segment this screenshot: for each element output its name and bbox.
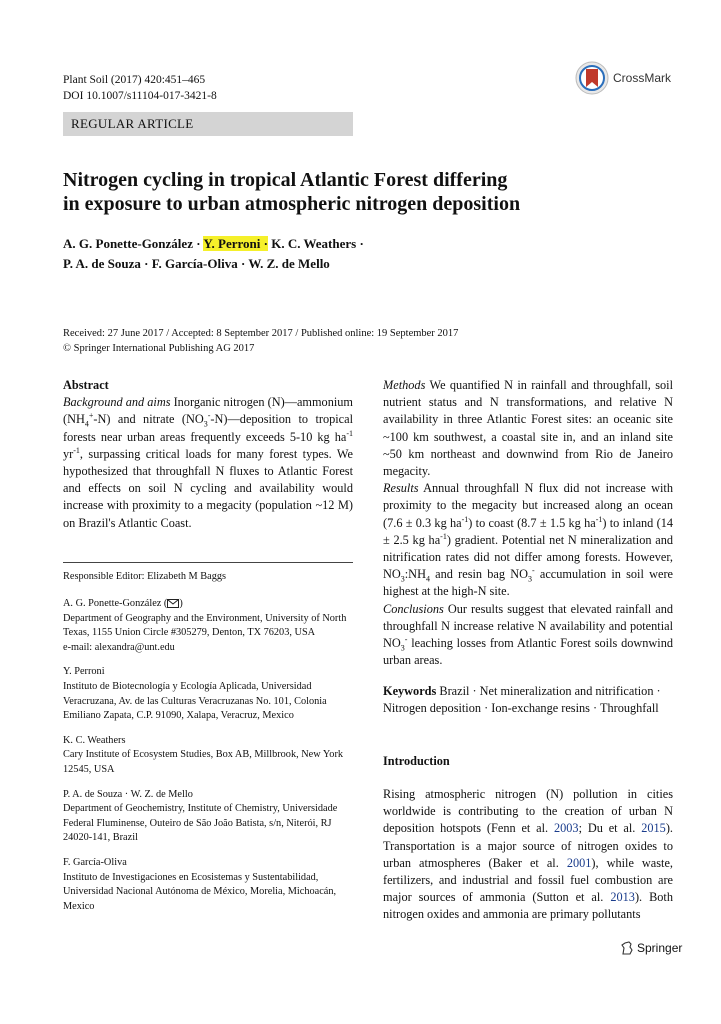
affiliation-author: K. C. Weathers xyxy=(63,734,126,746)
title-line-2: in exposure to urban atmospheric nitrogen deposition xyxy=(63,193,521,215)
affiliation-author: P. A. de Souza · W. Z. de Mello xyxy=(63,788,193,800)
affiliation-text: Instituto de Investigaciones en Ecosistemas y Sustentabilidad, Universidad Nacional Autónoma de México, Morelia, Michoacán, Mexico xyxy=(63,871,337,912)
footnote-divider xyxy=(63,562,353,563)
affiliation-text: Department of Geography and the Environment, University of North Texas, 1155 Union Circle #305279, Denton, TX 76203, USA xyxy=(63,612,347,639)
author-name[interactable]: W. Z. de Mello xyxy=(248,256,330,271)
citation-link[interactable]: 2001 xyxy=(566,855,592,870)
affiliations xyxy=(63,597,353,924)
abstract-left xyxy=(63,377,353,532)
responsible-editor: Responsible Editor: Elizabeth M Baggs xyxy=(63,571,227,582)
author-line-2: P. A. de Souza · F. García-Oliva · W. Z. de Mello xyxy=(63,256,330,271)
author-name[interactable]: F. García-Oliva xyxy=(151,256,238,271)
journal-citation xyxy=(63,72,217,104)
springer-logo xyxy=(620,941,682,955)
abstract-right xyxy=(383,377,673,669)
springer-horse-icon xyxy=(620,941,634,955)
abstract-results: Results Annual throughfall N flux did not increase with proximity to the megacity but increased along an ocean (7.6 ± 0.3 kg $ha^{-1}$) to coast (8.7 ± 1.5 kg $ha^{-1}$) to inland (14 ± 2.5 kg $ha^{-1}$) gradient. Potential net N mineralization and nitrification rates did not differ among forests. However, $NO_3:NH_4$ and resin bag $NO_3^-$ accumulation in soil were highest at the high-N site. xyxy=(383,481,673,599)
keywords-label: Keywords xyxy=(383,684,437,698)
crossmark-icon xyxy=(575,61,609,95)
author-name[interactable]: A. G. Ponette-González xyxy=(63,236,193,251)
affiliation-text: Department of Geochemistry, Institute of Chemistry, Universidade Federal Fluminense, Outeiro de São João Batista, s/n, Niterói, RJ 24020-141, Brazil xyxy=(63,803,338,844)
citation-link[interactable]: 2003 xyxy=(553,821,579,836)
affiliation-2 xyxy=(63,665,353,723)
author-name-highlighted[interactable]: Y. Perroni · xyxy=(203,236,268,251)
introduction-heading: Introduction xyxy=(383,754,450,768)
abstract-background: Background and aims Inorganic nitrogen (N)—ammonium $(NH_4^+-N)$ and nitrate $(NO_3^--N)—deposition$ to tropical forests near urban areas frequently exceeds 5-10 kg $ha^{-1}$ $yr^{-1}$, surpassing critical loads for many forest types. We hypothesized that throughfall N fluxes to Atlantic Forest and effects on soil N cycling and availability would increase with proximity to a megacity (population ~12 M) on Brazil's Atlantic Coast. xyxy=(63,395,354,530)
crossmark-label: CrossMark xyxy=(613,71,672,85)
publication-dates xyxy=(63,326,623,356)
publisher-name: Springer xyxy=(637,941,683,955)
affiliation-author: F. García-Oliva xyxy=(63,856,127,868)
author-name[interactable]: K. C. Weathers · xyxy=(267,236,364,251)
email-link[interactable]: e-mail: alexandra@unt.edu xyxy=(63,641,175,653)
affiliation-author: Y. Perroni xyxy=(63,666,105,678)
keywords xyxy=(383,683,673,717)
copyright-icon: © xyxy=(63,343,71,354)
author-name[interactable]: P. A. de Souza xyxy=(63,256,141,271)
title-line-1: Nitrogen cycling in tropical Atlantic Forest differing xyxy=(63,169,508,191)
crossmark-badge[interactable] xyxy=(575,60,675,96)
article-type-banner: REGULAR ARTICLE xyxy=(63,112,353,136)
abstract-conclusions: Conclusions Our results suggest that elevated rainfall and throughfall N increase relative N availability and potential $NO_3^-$ leaching losses from Atlantic Forest soils downwind urban areas. xyxy=(383,601,673,668)
abstract-heading: Abstract xyxy=(63,378,109,392)
envelope-icon[interactable] xyxy=(167,599,179,608)
introduction-paragraph: Rising atmospheric nitrogen (N) pollution in cities worldwide is contributing to the creation of urban N deposition hotspots (Fenn et al. 2003; Du et al. 2015). Transportation is a major source of nitrogen oxides to urban atmospheres (Baker et al. 2001), while waste, fertilizers, and industrial and fossil fuel combustion are major sources of ammonia (Sutton et al. 2013). Both nitrogen oxides and ammonia are primary pollutants xyxy=(383,787,673,922)
affiliation-5 xyxy=(63,856,353,914)
journal-volume: Plant Soil (2017) 420:451–465 xyxy=(63,74,206,86)
keywords-list: Brazil · Net mineralization and nitrification · Nitrogen deposition · Ion-exchange resins · Throughfall xyxy=(383,684,661,716)
journal-doi[interactable]: DOI 10.1007/s11104-017-3421-8 xyxy=(63,90,217,102)
citation-link[interactable]: 2013 xyxy=(610,890,635,905)
affiliation-text: Cary Institute of Ecosystem Studies, Box AB, Millbrook, New York 12545, USA xyxy=(63,749,344,775)
affiliation-1: A. G. Ponette-González ( ) Department of Geography and the Environment, University of North Texas, 1155 Union Circle #305279, Denton, TX 76203, USA e-mail: alexandra@unt.edu xyxy=(63,597,353,655)
citation-link[interactable]: 2015 xyxy=(641,821,666,836)
author-line-1: A. G. Ponette-González · Y. Perroni · K. C. Weathers · xyxy=(63,236,364,251)
copyright-line: © Springer International Publishing AG 2017 xyxy=(63,343,255,354)
affiliation-4 xyxy=(63,788,353,846)
affiliation-text: Instituto de Biotecnología y Ecología Aplicada, Universidad Veracruzana, Av. de las Culturas Veracruzanas No. 101, Colonia Emiliano Zapata, C.P. 91090, Xalapa, Veracruz, Mexico xyxy=(63,680,327,722)
affiliation-author: A. G. Ponette-González ( xyxy=(63,598,168,609)
dates-line: Received: 27 June 2017 / Accepted: 8 September 2017 / Published online: 19 September 2017 xyxy=(63,328,459,339)
paper-title xyxy=(63,168,623,216)
abstract-methods: Methods We quantified N in rainfall and throughfall, soil nutrient status and N transformations, and relative N availability in three Atlantic Forest sites: an oceanic site ~100 km southwest, a coastal site in, and an inland site ~50 km northeast and downwind from Rio de Janeiro megacity. xyxy=(383,378,673,479)
author-list xyxy=(63,234,623,274)
affiliation-3 xyxy=(63,734,353,778)
